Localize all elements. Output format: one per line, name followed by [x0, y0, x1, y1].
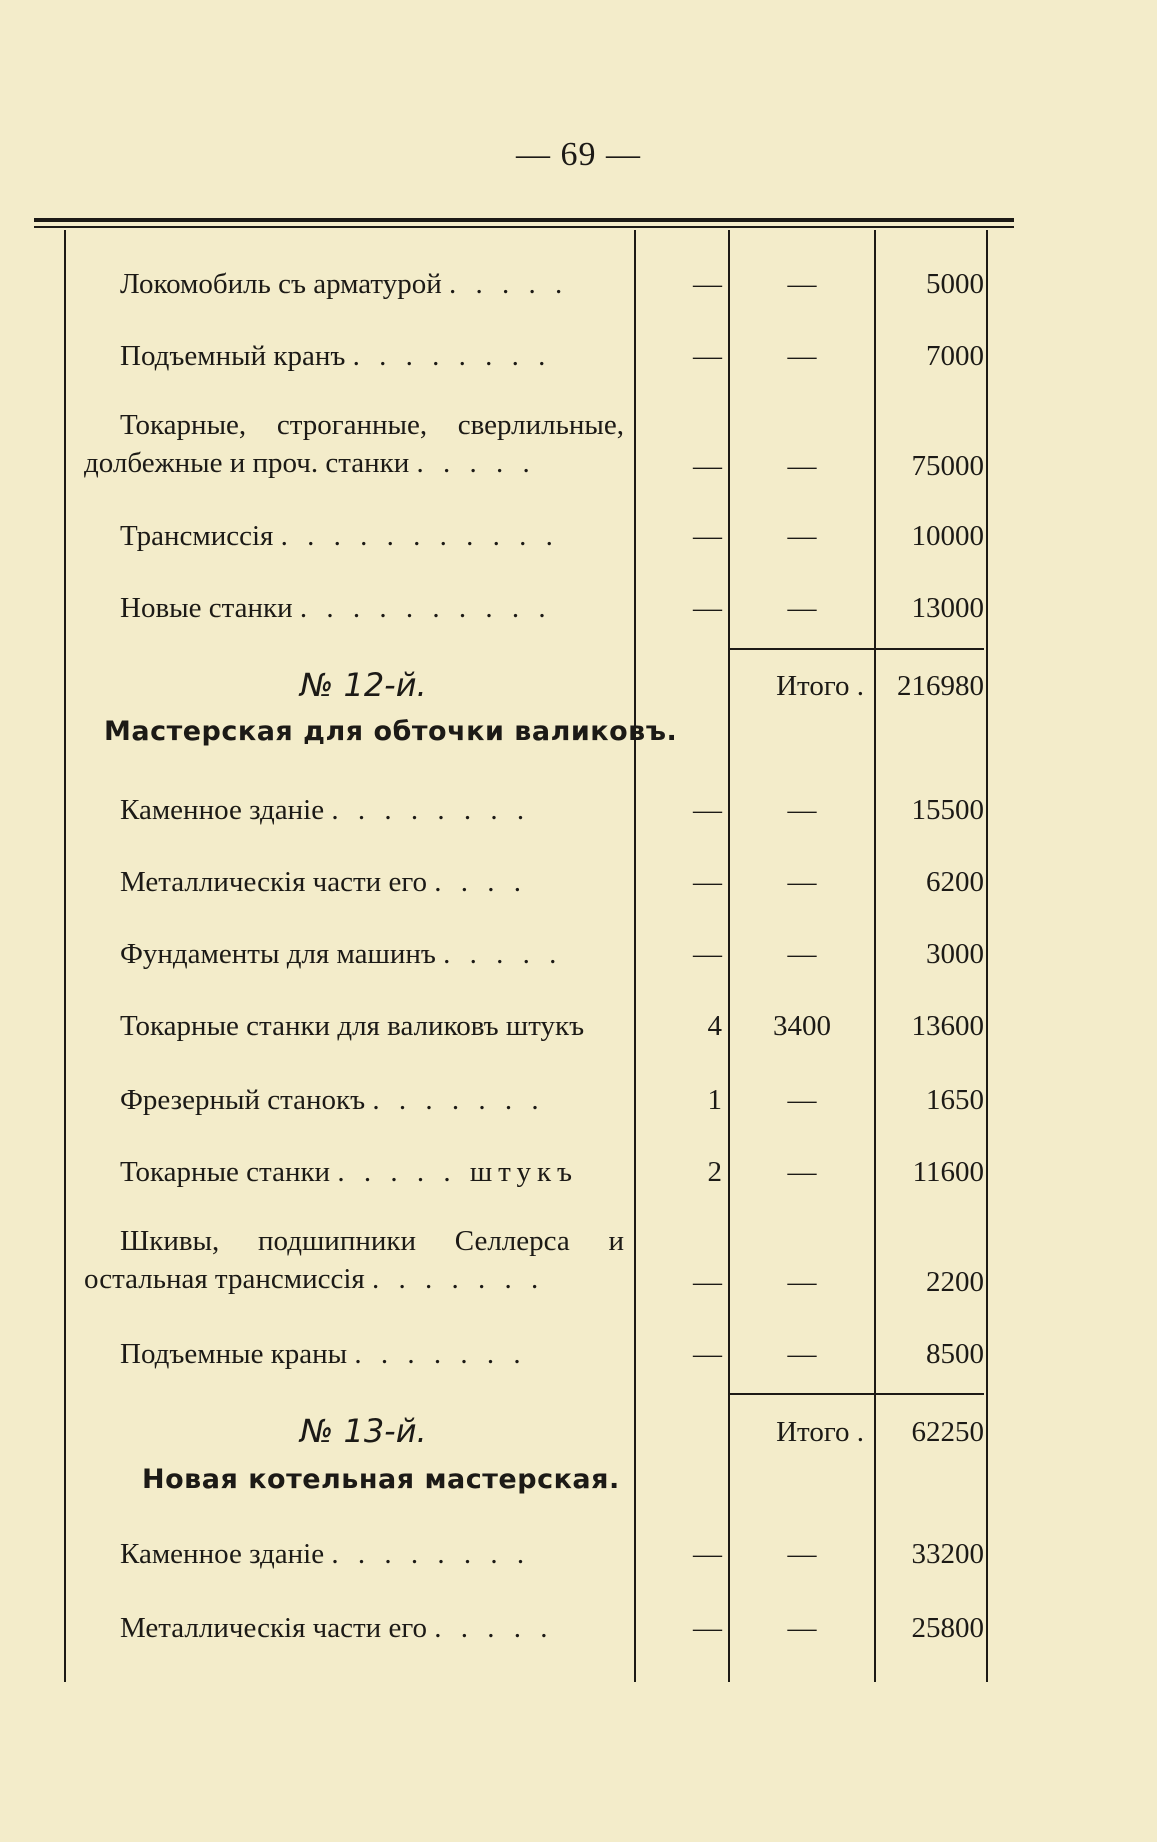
page-number: — 69 —: [516, 136, 641, 173]
table-row: Фундаменты для машинъ . . . . . — — 3000: [120, 938, 984, 970]
table-row: Каменное зданіе . . . . . . . . — — 15500: [120, 794, 984, 826]
table-row: Локомобиль съ арматурой . . . . . — — 5000: [120, 268, 984, 300]
total-rule-12: [730, 648, 984, 650]
table-row: Новые станки . . . . . . . . . . — — 13000: [120, 592, 984, 624]
table-row: Подъемные краны . . . . . . . — — 8500: [120, 1338, 984, 1370]
table-row: Токарные станки . . . . . штукъ 2 — 11600: [120, 1156, 984, 1188]
header-rule-thin: [34, 226, 1014, 228]
table-row: Металлическія части его . . . . . — — 25800: [120, 1612, 984, 1644]
table-row: Каменное зданіе . . . . . . . . — — 33200: [120, 1538, 984, 1570]
table-row: Металлическія части его . . . . — — 6200: [120, 866, 984, 898]
section-title-13: Новая котельная мастерская.: [142, 1464, 620, 1495]
table-row: Трансмиссія . . . . . . . . . . . — — 10000: [120, 520, 984, 552]
table-row: Токарные, строганные, сверлильные, долбежные и проч. станки . . . . . — — 75000: [84, 409, 984, 482]
section-title-12: Мастерская для обточки валиковъ.: [104, 716, 678, 747]
section-number-12: № 12-й.: [300, 666, 427, 704]
table-row: Токарные станки для валиковъ штукъ 4 3400 13600: [120, 1010, 984, 1042]
total-row-13: Итого . 62250: [776, 1416, 984, 1448]
total-rule-13: [730, 1393, 984, 1395]
total-row-12: Итого . 216980: [776, 670, 984, 702]
header-rule: [34, 218, 1014, 222]
table-row: Фрезерный станокъ . . . . . . . 1 — 1650: [120, 1084, 984, 1116]
table-row: Подъемный кранъ . . . . . . . . — — 7000: [120, 340, 984, 372]
table-row: Шкивы, подшипники Селлерса и остальная трансмиссія . . . . . . . — — 2200: [84, 1225, 984, 1298]
section-number-13: № 13-й.: [300, 1412, 427, 1450]
